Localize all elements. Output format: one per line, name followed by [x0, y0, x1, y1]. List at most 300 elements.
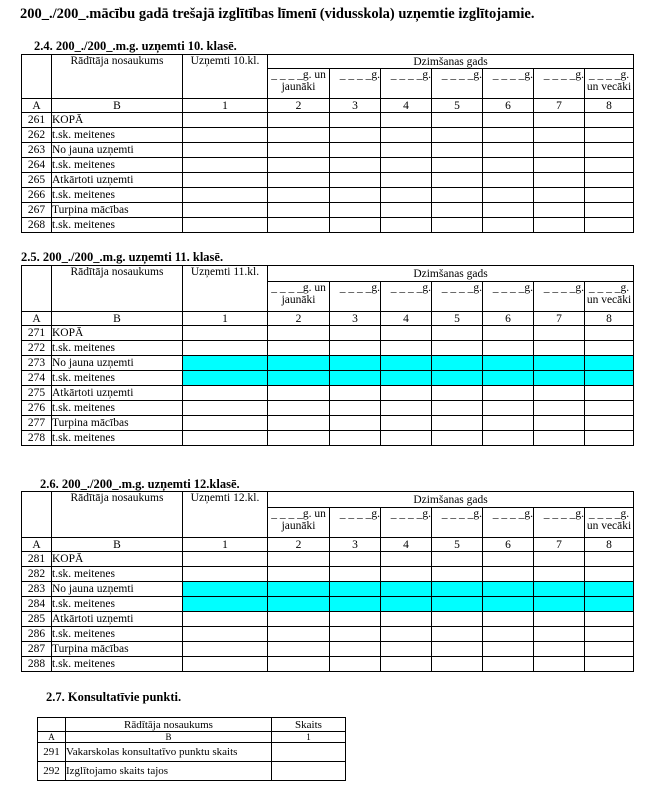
- data-cell[interactable]: [483, 386, 534, 401]
- row-label: Atkārtoti uzņemti: [52, 173, 183, 188]
- highlighted-cell[interactable]: [483, 597, 534, 612]
- table-row: [22, 143, 634, 158]
- data-cell[interactable]: [483, 173, 534, 188]
- data-cell[interactable]: [381, 188, 432, 203]
- row-code: 274: [22, 371, 52, 386]
- data-cell[interactable]: [183, 386, 268, 401]
- data-cell[interactable]: [268, 642, 330, 657]
- data-cell[interactable]: [381, 341, 432, 356]
- data-cell[interactable]: [432, 612, 483, 627]
- data-cell[interactable]: [585, 158, 634, 173]
- data-cell[interactable]: [268, 627, 330, 642]
- row-label: t.sk. meitenes: [52, 128, 183, 143]
- data-cell[interactable]: [268, 416, 330, 431]
- row-code: 271: [22, 326, 52, 341]
- row-code: 268: [22, 218, 52, 233]
- data-cell[interactable]: [534, 113, 585, 128]
- col-label-8: 8: [585, 538, 634, 552]
- col-label-8: 8: [585, 99, 634, 113]
- data-cell[interactable]: [330, 341, 381, 356]
- data-cell[interactable]: [432, 203, 483, 218]
- data-cell[interactable]: [432, 188, 483, 203]
- row-code: 275: [22, 386, 52, 401]
- year-mid: _ _ _ _g.: [330, 508, 381, 538]
- data-cell[interactable]: [330, 627, 381, 642]
- data-cell[interactable]: [268, 567, 330, 582]
- section-title-2-7: 2.7. Konsultatīvie punkti.: [46, 690, 182, 704]
- row-code: 278: [22, 431, 52, 446]
- data-cell[interactable]: [432, 386, 483, 401]
- data-cell[interactable]: [381, 431, 432, 446]
- row-label: KOPĀ: [52, 326, 183, 341]
- table-row: [22, 326, 634, 341]
- data-cell[interactable]: [268, 188, 330, 203]
- data-cell[interactable]: [381, 567, 432, 582]
- year-mid: _ _ _ _g.: [432, 508, 483, 538]
- data-cell[interactable]: [381, 128, 432, 143]
- data-cell[interactable]: [268, 218, 330, 233]
- year-mid: _ _ _ _g.: [330, 282, 381, 312]
- data-cell[interactable]: [381, 326, 432, 341]
- year-mid: _ _ _ _g.: [381, 282, 432, 312]
- data-cell[interactable]: [432, 173, 483, 188]
- row-code: 291: [38, 743, 66, 762]
- highlighted-cell[interactable]: [183, 582, 268, 597]
- data-cell[interactable]: [330, 143, 381, 158]
- col-label-1: 1: [183, 99, 268, 113]
- col-label-2: 2: [268, 99, 330, 113]
- row-code: 286: [22, 627, 52, 642]
- col-label-1: 1: [272, 732, 346, 743]
- data-cell[interactable]: [183, 627, 268, 642]
- data-cell[interactable]: [183, 431, 268, 446]
- row-code: 261: [22, 113, 52, 128]
- data-cell[interactable]: [183, 552, 268, 567]
- table-row: [22, 341, 634, 356]
- data-cell[interactable]: [381, 612, 432, 627]
- data-cell[interactable]: [268, 341, 330, 356]
- highlighted-cell[interactable]: [381, 582, 432, 597]
- data-cell[interactable]: [534, 567, 585, 582]
- header-code: [38, 718, 66, 732]
- page-title: 200_./200_.mācību gadā trešajā izglītības līmenī (vidusskola) uzņemtie izglītojamie.: [20, 6, 535, 22]
- data-cell[interactable]: [330, 386, 381, 401]
- col-label-5: 5: [432, 99, 483, 113]
- row-code: 283: [22, 582, 52, 597]
- data-cell[interactable]: [381, 552, 432, 567]
- highlighted-cell[interactable]: [432, 371, 483, 386]
- data-cell[interactable]: [483, 158, 534, 173]
- highlighted-cell[interactable]: [330, 582, 381, 597]
- data-cell[interactable]: [483, 113, 534, 128]
- table-row: [22, 188, 634, 203]
- data-cell[interactable]: [268, 657, 330, 672]
- data-cell[interactable]: [483, 612, 534, 627]
- highlighted-cell[interactable]: [268, 371, 330, 386]
- data-cell[interactable]: [585, 657, 634, 672]
- data-cell[interactable]: [268, 113, 330, 128]
- data-cell[interactable]: [381, 386, 432, 401]
- data-cell[interactable]: [432, 416, 483, 431]
- table-row: [22, 356, 634, 371]
- data-cell[interactable]: [534, 431, 585, 446]
- header-birth-year: Dzimšanas gads: [268, 492, 634, 508]
- highlighted-cell[interactable]: [483, 582, 534, 597]
- data-cell[interactable]: [534, 401, 585, 416]
- data-cell[interactable]: [483, 143, 534, 158]
- data-cell[interactable]: [330, 326, 381, 341]
- data-cell[interactable]: [432, 627, 483, 642]
- data-cell[interactable]: [381, 401, 432, 416]
- data-cell[interactable]: [272, 762, 346, 781]
- row-label: Izglītojamo skaits tajos: [66, 762, 272, 781]
- highlighted-cell[interactable]: [432, 597, 483, 612]
- data-cell[interactable]: [183, 173, 268, 188]
- table-consult-points: [37, 717, 346, 781]
- data-cell[interactable]: [483, 341, 534, 356]
- data-cell[interactable]: [183, 326, 268, 341]
- data-cell[interactable]: [432, 143, 483, 158]
- data-cell[interactable]: [268, 401, 330, 416]
- col-label-b: B: [52, 312, 183, 326]
- table-class-10: [21, 54, 634, 233]
- table-row: [22, 597, 634, 612]
- data-cell[interactable]: [585, 113, 634, 128]
- table-row: [22, 416, 634, 431]
- highlighted-cell[interactable]: [381, 356, 432, 371]
- data-cell[interactable]: [483, 326, 534, 341]
- col-label-7: 7: [534, 99, 585, 113]
- row-code: 284: [22, 597, 52, 612]
- data-cell[interactable]: [534, 657, 585, 672]
- col-label-b: B: [52, 99, 183, 113]
- year-mid: _ _ _ _g.: [483, 508, 534, 538]
- row-code: 276: [22, 401, 52, 416]
- data-cell[interactable]: [381, 158, 432, 173]
- col-label-6: 6: [483, 538, 534, 552]
- year-last: _ _ _ _g. un vecāki: [585, 508, 634, 538]
- header-admitted: Uzņemti 10.kl.: [183, 55, 268, 99]
- year-mid: _ _ _ _g.: [483, 69, 534, 99]
- row-label: t.sk. meitenes: [52, 341, 183, 356]
- highlighted-cell[interactable]: [483, 371, 534, 386]
- row-label: t.sk. meitenes: [52, 218, 183, 233]
- data-cell[interactable]: [585, 401, 634, 416]
- data-cell[interactable]: [585, 203, 634, 218]
- data-cell[interactable]: [330, 567, 381, 582]
- data-cell[interactable]: [381, 113, 432, 128]
- data-cell[interactable]: [432, 431, 483, 446]
- data-cell[interactable]: [483, 203, 534, 218]
- data-cell[interactable]: [183, 218, 268, 233]
- table-row: [22, 612, 634, 627]
- data-cell[interactable]: [483, 431, 534, 446]
- row-code: 264: [22, 158, 52, 173]
- data-cell[interactable]: [381, 416, 432, 431]
- table-row: [22, 371, 634, 386]
- table-row: [22, 627, 634, 642]
- data-cell[interactable]: [330, 552, 381, 567]
- data-cell[interactable]: [272, 743, 346, 762]
- data-cell[interactable]: [534, 642, 585, 657]
- header-admitted: Uzņemti 12.kl.: [183, 492, 268, 538]
- data-cell[interactable]: [330, 612, 381, 627]
- row-code: 262: [22, 128, 52, 143]
- data-cell[interactable]: [483, 657, 534, 672]
- highlighted-cell[interactable]: [183, 356, 268, 371]
- data-cell[interactable]: [585, 612, 634, 627]
- data-cell[interactable]: [268, 612, 330, 627]
- data-cell[interactable]: [534, 552, 585, 567]
- col-label-5: 5: [432, 312, 483, 326]
- year-mid: _ _ _ _g.: [432, 282, 483, 312]
- col-label-2: 2: [268, 538, 330, 552]
- data-cell[interactable]: [183, 657, 268, 672]
- col-label-3: 3: [330, 538, 381, 552]
- data-cell[interactable]: [268, 552, 330, 567]
- data-cell[interactable]: [183, 158, 268, 173]
- data-cell[interactable]: [534, 386, 585, 401]
- row-code: 273: [22, 356, 52, 371]
- data-cell[interactable]: [534, 158, 585, 173]
- header-indicator: Rādītāja nosaukums: [52, 492, 183, 538]
- data-cell[interactable]: [534, 627, 585, 642]
- data-cell[interactable]: [432, 642, 483, 657]
- header-indicator: Rādītāja nosaukums: [66, 718, 272, 732]
- highlighted-cell[interactable]: [585, 356, 634, 371]
- data-cell[interactable]: [585, 627, 634, 642]
- header-indicator: Rādītāja nosaukums: [52, 266, 183, 312]
- col-label-a: A: [38, 732, 66, 743]
- highlighted-cell[interactable]: [183, 597, 268, 612]
- data-cell[interactable]: [534, 416, 585, 431]
- data-cell[interactable]: [183, 567, 268, 582]
- data-cell[interactable]: [483, 128, 534, 143]
- data-cell[interactable]: [534, 612, 585, 627]
- data-cell[interactable]: [183, 612, 268, 627]
- data-cell[interactable]: [483, 567, 534, 582]
- row-label: t.sk. meitenes: [52, 567, 183, 582]
- data-cell[interactable]: [432, 401, 483, 416]
- row-label: t.sk. meitenes: [52, 188, 183, 203]
- row-code: 272: [22, 341, 52, 356]
- data-cell[interactable]: [381, 627, 432, 642]
- data-cell[interactable]: [483, 188, 534, 203]
- data-cell[interactable]: [534, 203, 585, 218]
- data-cell[interactable]: [483, 416, 534, 431]
- data-cell[interactable]: [183, 401, 268, 416]
- highlighted-cell[interactable]: [534, 582, 585, 597]
- row-label: Vakarskolas konsultatīvo punktu skaits: [66, 743, 272, 762]
- highlighted-cell[interactable]: [330, 356, 381, 371]
- data-cell[interactable]: [432, 567, 483, 582]
- data-cell[interactable]: [268, 203, 330, 218]
- data-cell[interactable]: [534, 218, 585, 233]
- data-cell[interactable]: [268, 173, 330, 188]
- data-cell[interactable]: [432, 326, 483, 341]
- data-cell[interactable]: [330, 128, 381, 143]
- data-cell[interactable]: [183, 341, 268, 356]
- data-cell[interactable]: [432, 657, 483, 672]
- col-label-b: B: [52, 538, 183, 552]
- data-cell[interactable]: [585, 128, 634, 143]
- data-cell[interactable]: [432, 158, 483, 173]
- data-cell[interactable]: [268, 431, 330, 446]
- data-cell[interactable]: [585, 386, 634, 401]
- data-cell[interactable]: [183, 188, 268, 203]
- data-cell[interactable]: [183, 143, 268, 158]
- data-cell[interactable]: [183, 416, 268, 431]
- data-cell[interactable]: [183, 642, 268, 657]
- data-cell[interactable]: [381, 173, 432, 188]
- highlighted-cell[interactable]: [432, 582, 483, 597]
- data-cell[interactable]: [268, 326, 330, 341]
- data-cell[interactable]: [381, 203, 432, 218]
- data-cell[interactable]: [381, 657, 432, 672]
- data-cell[interactable]: [483, 552, 534, 567]
- header-code: [22, 266, 52, 312]
- data-cell[interactable]: [330, 401, 381, 416]
- data-cell[interactable]: [585, 326, 634, 341]
- data-cell[interactable]: [534, 341, 585, 356]
- col-label-a: A: [22, 312, 52, 326]
- data-cell[interactable]: [330, 416, 381, 431]
- data-cell[interactable]: [585, 173, 634, 188]
- row-code: 265: [22, 173, 52, 188]
- data-cell[interactable]: [268, 386, 330, 401]
- row-label: Atkārtoti uzņemti: [52, 612, 183, 627]
- row-label: No jauna uzņemti: [52, 356, 183, 371]
- highlighted-cell[interactable]: [330, 597, 381, 612]
- row-label: Turpina mācības: [52, 416, 183, 431]
- year-first: _ _ _ _g. un jaunāki: [268, 508, 330, 538]
- data-cell[interactable]: [534, 188, 585, 203]
- row-label: t.sk. meitenes: [52, 431, 183, 446]
- data-cell[interactable]: [432, 552, 483, 567]
- col-label-6: 6: [483, 99, 534, 113]
- row-code: 292: [38, 762, 66, 781]
- highlighted-cell[interactable]: [381, 597, 432, 612]
- data-cell[interactable]: [585, 431, 634, 446]
- table-class-11: [21, 265, 634, 446]
- data-cell[interactable]: [585, 218, 634, 233]
- highlighted-cell[interactable]: [483, 356, 534, 371]
- row-code: 266: [22, 188, 52, 203]
- data-cell[interactable]: [585, 552, 634, 567]
- highlighted-cell[interactable]: [268, 582, 330, 597]
- row-label: t.sk. meitenes: [52, 371, 183, 386]
- row-label: KOPĀ: [52, 552, 183, 567]
- data-cell[interactable]: [183, 203, 268, 218]
- data-cell[interactable]: [432, 341, 483, 356]
- row-code: 281: [22, 552, 52, 567]
- data-cell[interactable]: [381, 218, 432, 233]
- data-cell[interactable]: [585, 416, 634, 431]
- data-cell[interactable]: [432, 128, 483, 143]
- year-first: _ _ _ _g. un jaunāki: [268, 282, 330, 312]
- row-label: Atkārtoti uzņemti: [52, 386, 183, 401]
- col-label-a: A: [22, 99, 52, 113]
- row-label: KOPĀ: [52, 113, 183, 128]
- data-cell[interactable]: [183, 128, 268, 143]
- data-cell[interactable]: [483, 642, 534, 657]
- data-cell[interactable]: [381, 642, 432, 657]
- col-label-1: 1: [183, 312, 268, 326]
- data-cell[interactable]: [585, 341, 634, 356]
- col-label-7: 7: [534, 312, 585, 326]
- col-label-4: 4: [381, 538, 432, 552]
- data-cell[interactable]: [534, 173, 585, 188]
- data-cell[interactable]: [330, 203, 381, 218]
- data-cell[interactable]: [183, 113, 268, 128]
- data-cell[interactable]: [483, 401, 534, 416]
- data-cell[interactable]: [534, 143, 585, 158]
- data-cell[interactable]: [330, 657, 381, 672]
- highlighted-cell[interactable]: [534, 356, 585, 371]
- data-cell[interactable]: [268, 143, 330, 158]
- data-cell[interactable]: [330, 218, 381, 233]
- data-cell[interactable]: [268, 128, 330, 143]
- data-cell[interactable]: [585, 143, 634, 158]
- data-cell[interactable]: [585, 188, 634, 203]
- table-row: [22, 552, 634, 567]
- highlighted-cell[interactable]: [268, 356, 330, 371]
- data-cell[interactable]: [432, 113, 483, 128]
- highlighted-cell[interactable]: [183, 371, 268, 386]
- data-cell[interactable]: [330, 158, 381, 173]
- data-cell[interactable]: [534, 326, 585, 341]
- highlighted-cell[interactable]: [330, 371, 381, 386]
- data-cell[interactable]: [330, 431, 381, 446]
- highlighted-cell[interactable]: [432, 356, 483, 371]
- highlighted-cell[interactable]: [534, 597, 585, 612]
- data-cell[interactable]: [585, 567, 634, 582]
- header-code: [22, 492, 52, 538]
- data-cell[interactable]: [330, 113, 381, 128]
- highlighted-cell[interactable]: [534, 371, 585, 386]
- data-cell[interactable]: [330, 188, 381, 203]
- data-cell[interactable]: [330, 642, 381, 657]
- data-cell[interactable]: [330, 173, 381, 188]
- row-label: t.sk. meitenes: [52, 657, 183, 672]
- col-label-5: 5: [432, 538, 483, 552]
- year-mid: _ _ _ _g.: [483, 282, 534, 312]
- highlighted-cell[interactable]: [585, 597, 634, 612]
- col-label-3: 3: [330, 312, 381, 326]
- highlighted-cell[interactable]: [268, 597, 330, 612]
- data-cell[interactable]: [585, 642, 634, 657]
- data-cell[interactable]: [483, 218, 534, 233]
- row-label: No jauna uzņemti: [52, 582, 183, 597]
- header-count: Skaits: [272, 718, 346, 732]
- highlighted-cell[interactable]: [585, 371, 634, 386]
- highlighted-cell[interactable]: [381, 371, 432, 386]
- data-cell[interactable]: [534, 128, 585, 143]
- row-code: 288: [22, 657, 52, 672]
- data-cell[interactable]: [268, 158, 330, 173]
- data-cell[interactable]: [483, 627, 534, 642]
- row-label: t.sk. meitenes: [52, 627, 183, 642]
- data-cell[interactable]: [432, 218, 483, 233]
- highlighted-cell[interactable]: [585, 582, 634, 597]
- section-title-2-4: 2.4. 200_./200_.m.g. uzņemti 10. klasē.: [34, 39, 237, 53]
- year-mid: _ _ _ _g.: [534, 282, 585, 312]
- data-cell[interactable]: [381, 143, 432, 158]
- year-mid: _ _ _ _g.: [330, 69, 381, 99]
- table-row: [22, 158, 634, 173]
- row-code: 277: [22, 416, 52, 431]
- section-title-2-6: 2.6. 200_./200_.m.g. uzņemti 12.klasē.: [40, 477, 240, 491]
